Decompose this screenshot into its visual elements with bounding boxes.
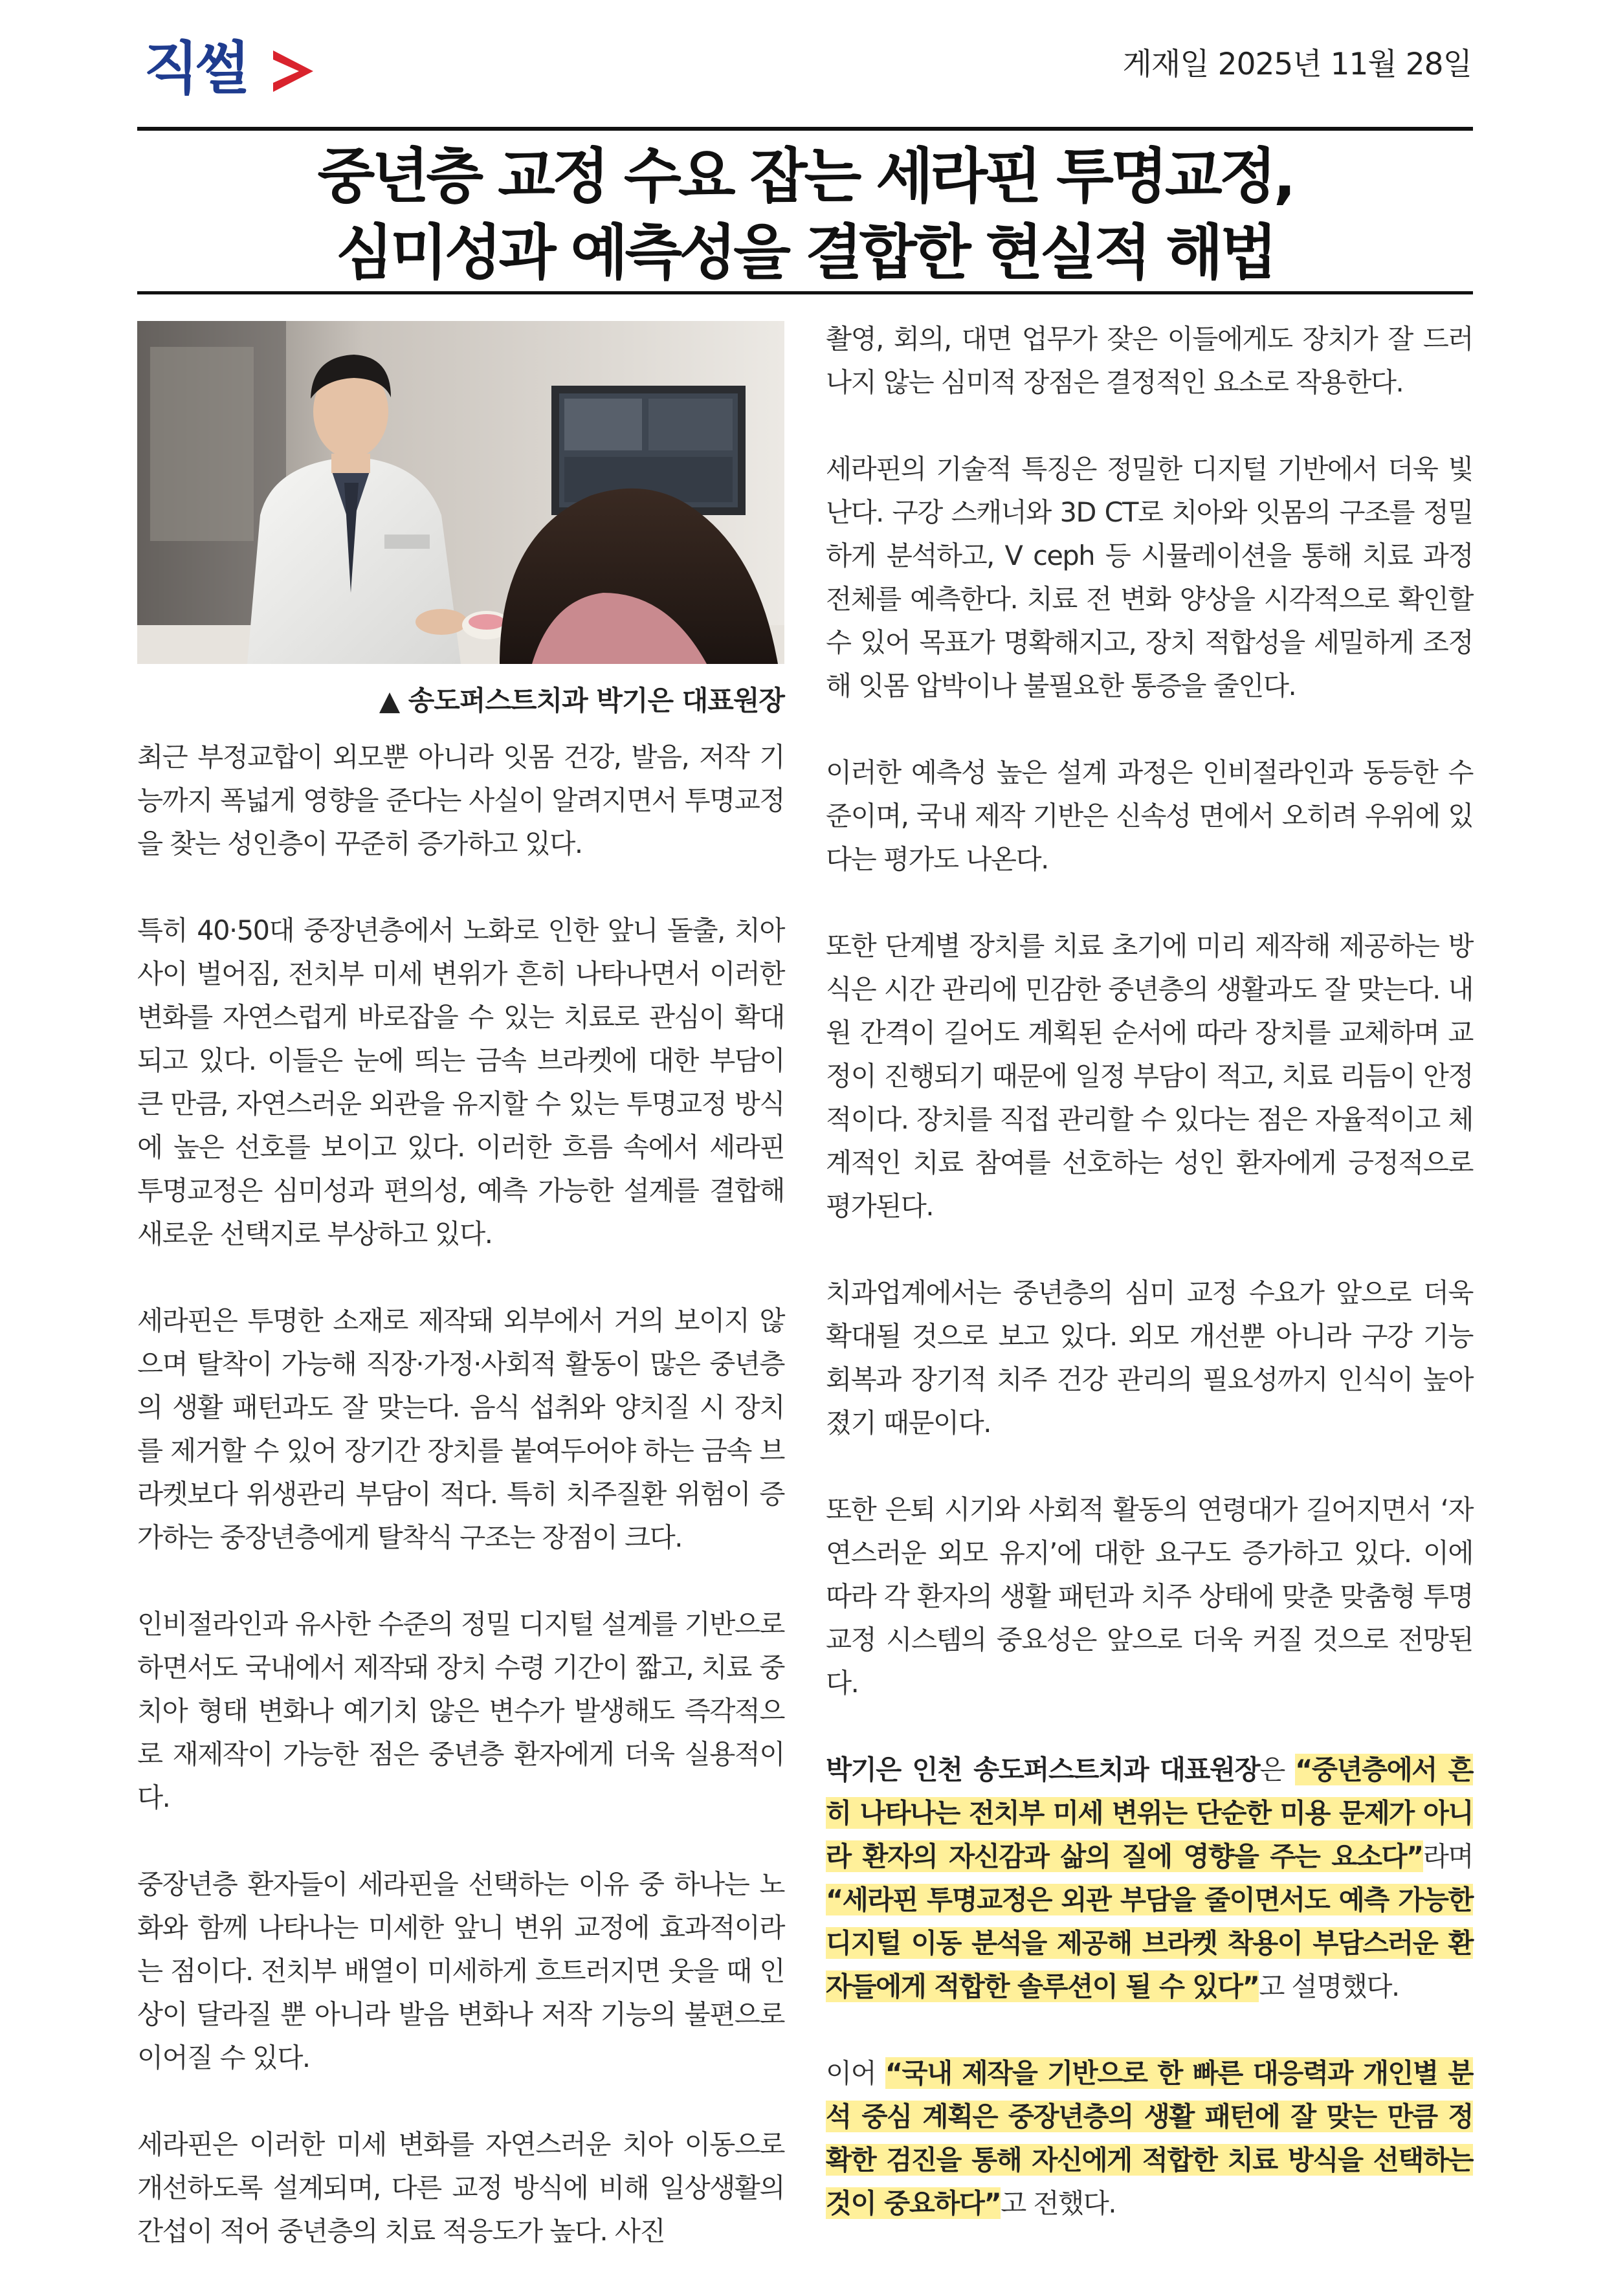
paragraph: 인비절라인과 유사한 수준의 정밀 디지털 설계를 기반으로 하면서도 국내에서 제작돼 장치 수령 기간이 짧고, 치료 중 치아 형태 변화나 예기치 않은 변수가 발생해도 즉각적으로 재제작이 가능한 점은 중년층 환자에게 더욱 실용적이다. bbox=[137, 1608, 784, 1813]
highlighted-quote: “세라핀 투명교정은 외관 부담을 줄이면서도 예측 가능한 디지털 이동 분석을 제공해 브라켓 착용이 부담스러운 환자들에게 적합한 솔루션이 될 수 있다” bbox=[826, 1884, 1473, 2002]
paragraph: 이러한 예측성 높은 설계 과정은 인비절라인과 동등한 수준이며, 국내 제작 기반은 신속성 면에서 오히려 우위에 있다는 평가도 나온다. bbox=[826, 756, 1473, 875]
headline bbox=[137, 138, 1473, 291]
paragraph: 촬영, 회의, 대면 업무가 잦은 이들에게도 장치가 잘 드러나지 않는 심미적 장점은 결정적인 요소로 작용한다. bbox=[826, 323, 1473, 398]
headline-line-2: 심미성과 예측성을 결합한 현실적 해법 bbox=[335, 218, 1275, 287]
text-span: 고 전했다. bbox=[1001, 2187, 1116, 2219]
headline-bottom-rule bbox=[137, 291, 1473, 294]
article-right-column bbox=[826, 317, 1473, 2268]
quote-paragraph bbox=[826, 1748, 1473, 2008]
publication-logo[interactable] bbox=[144, 31, 325, 109]
text-span: 고 설명했다. bbox=[1259, 1970, 1399, 2002]
text-span: 은 bbox=[1259, 1754, 1296, 1785]
paragraph: 세라핀은 투명한 소재로 제작돼 외부에서 거의 보이지 않으며 탈착이 가능해 직장·가정·사회적 활동이 많은 중년층의 생활 패턴과도 잘 맞는다. 음식 섭취와 양치질 시 장치를 제거할 수 있어 장기간 장치를 붙여두어야 하는 금속 브라켓보다 위생관리 부담이 적다. 특히 치주질환 위험이 증가하는 중장년층에게 탈착식 구조는 장점이 크다. bbox=[137, 1305, 784, 1553]
article-left-column bbox=[137, 735, 784, 2296]
speaker-name: 박기은 인천 송도퍼스트치과 대표원장 bbox=[826, 1754, 1260, 1785]
article-photo bbox=[137, 321, 784, 664]
logo-wordmark: 직썰 bbox=[144, 35, 247, 102]
photo-caption: ▲ 송도퍼스트치과 박기은 대표원장 bbox=[379, 685, 784, 716]
headline-line-1: 중년층 교정 수요 잡는 세라핀 투명교정, bbox=[317, 142, 1293, 211]
paragraph: 최근 부정교합이 외모뿐 아니라 잇몸 건강, 발음, 저작 기능까지 폭넓게 영향을 준다는 사실이 알려지면서 투명교정을 찾는 성인층이 꾸준히 증가하고 있다. bbox=[137, 741, 784, 859]
paragraph: 치과업계에서는 중년층의 심미 교정 수요가 앞으로 더욱 확대될 것으로 보고 있다. 외모 개선뿐 아니라 구강 기능 회복과 장기적 치주 건강 관리의 필요성까지 인식이 높아졌기 때문이다. bbox=[826, 1277, 1473, 1439]
highlighted-quote: “국내 제작을 기반으로 한 빠른 대응력과 개인별 분석 중심 계획은 중장년층의 생활 패턴에 잘 맞는 만큼 정확한 검진을 통해 자신에게 적합한 치료 방식을 선택하는 것이 중요하다” bbox=[826, 2057, 1473, 2219]
text-span: 라며 bbox=[1422, 1840, 1473, 1872]
paragraph: 세라핀의 기술적 특징은 정밀한 디지털 기반에서 더욱 빛난다. 구강 스캐너와 3D CT로 치아와 잇몸의 구조를 정밀하게 분석하고, V ceph 등 시뮬레이션을 통해 치료 과정 전체를 예측한다. 치료 전 변화 양상을 시각적으로 확인할 수 있어 목표가 명확해지고, 장치 적합성을 세밀하게 조정해 잇몸 압박이나 불필요한 통증을 줄인다. bbox=[826, 453, 1473, 701]
paragraph: 중장년층 환자들이 세라핀을 선택하는 이유 중 하나는 노화와 함께 나타나는 미세한 앞니 변위 교정에 효과적이라는 점이다. 전치부 배열이 미세하게 흐트러지면 웃을 때 인상이 달라질 뿐 아니라 발음 변화나 저작 기능의 불편으로 이어질 수 있다. bbox=[137, 1868, 784, 2073]
text-span: 이어 bbox=[826, 2057, 885, 2089]
paragraph: 특히 40·50대 중장년층에서 노화로 인한 앞니 돌출, 치아 사이 벌어짐, 전치부 미세 변위가 흔히 나타나면서 이러한 변화를 자연스럽게 바로잡을 수 있는 치료로 관심이 확대되고 있다. 이들은 눈에 띄는 금속 브라켓에 대한 부담이 큰 만큼, 자연스러운 외관을 유지할 수 있는 투명교정 방식에 높은 선호를 보이고 있다. 이러한 흐름 속에서 세라핀 투명교정은 심미성과 편의성, 예측 가능한 설계를 결합해 새로운 선택지로 부상하고 있다. bbox=[137, 914, 784, 1250]
quote-paragraph bbox=[826, 2051, 1473, 2225]
paragraph: 세라핀은 이러한 미세 변화를 자연스러운 치아 이동으로 개선하도록 설계되며, 다른 교정 방식에 비해 일상생활의 간섭이 적어 중년층의 치료 적응도가 높다. 사진 bbox=[137, 2128, 784, 2247]
logo-arrow-icon bbox=[273, 50, 313, 92]
publish-date: 게재일 2025년 11월 28일 bbox=[1122, 47, 1472, 82]
highlighted-quote: “중년층에서 흔히 나타나는 전치부 미세 변위는 단순한 미용 문제가 아니라 환자의 자신감과 삶의 질에 영향을 주는 요소다” bbox=[826, 1754, 1474, 1872]
paragraph: 또한 단계별 장치를 치료 초기에 미리 제작해 제공하는 방식은 시간 관리에 민감한 중년층의 생활과도 잘 맞는다. 내원 간격이 길어도 계획된 순서에 따라 장치를 교체하며 교정이 진행되기 때문에 일정 부담이 적고, 치료 리듬이 안정적이다. 장치를 직접 관리할 수 있다는 점은 자율적이고 체계적인 치료 참여를 선호하는 성인 환자에게 긍정적으로 평가된다. bbox=[826, 930, 1473, 1222]
paragraph: 또한 은퇴 시기와 사회적 활동의 연령대가 길어지면서 ‘자연스러운 외모 유지’에 대한 요구도 증가하고 있다. 이에 따라 각 환자의 생활 패턴과 치주 상태에 맞춘 맞춤형 투명교정 시스템의 중요성은 앞으로 더욱 커질 것으로 전망된다. bbox=[826, 1494, 1473, 1699]
headline-top-rule bbox=[137, 127, 1473, 131]
